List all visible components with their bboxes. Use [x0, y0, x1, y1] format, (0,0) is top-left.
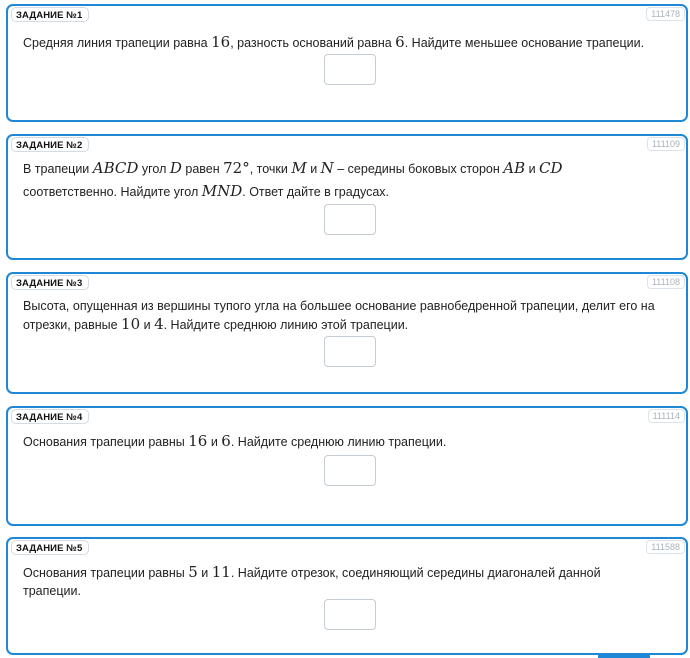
text-segment: . Найдите меньшее основание трапеции. — [404, 36, 645, 50]
math-number: 4 — [154, 315, 164, 333]
answer-input[interactable] — [324, 54, 376, 85]
math-variable: N — [320, 159, 334, 177]
text-segment: , точки — [249, 162, 292, 176]
math-number: 5 — [188, 563, 198, 581]
task-text-line — [23, 563, 674, 582]
task-code: 111114 — [648, 409, 685, 423]
text-segment: трапеции. — [23, 584, 81, 598]
task-card-3 — [6, 272, 688, 394]
math-variable: ABCD — [92, 159, 139, 177]
math-variable: AB — [503, 159, 526, 177]
task-label: ЗАДАНИЕ №1 — [11, 7, 89, 22]
task-text-line — [23, 432, 674, 451]
task-text-line — [23, 315, 674, 334]
task-code: 111108 — [647, 275, 685, 289]
task-text-line — [23, 182, 674, 201]
text-segment: отрезки, равные — [23, 318, 122, 332]
scroll-indicator — [598, 654, 650, 658]
answer-input[interactable] — [324, 204, 376, 235]
task-card-5 — [6, 537, 688, 655]
text-segment: Основания трапеции равны — [23, 566, 189, 580]
math-number: 16 — [211, 33, 231, 51]
text-segment: Основания трапеции равны — [23, 435, 189, 449]
text-segment: и — [525, 162, 540, 176]
task-code: 111478 — [646, 7, 685, 21]
task-text-line — [23, 582, 674, 600]
task-card-4 — [6, 406, 688, 526]
math-number: 6 — [395, 33, 405, 51]
text-segment: Средняя линия трапеции равна — [23, 36, 212, 50]
math-variable: MND — [201, 182, 243, 200]
task-text — [23, 563, 674, 600]
math-number: 11 — [211, 563, 231, 581]
text-segment: – середины боковых сторон — [333, 162, 504, 176]
task-code: 111588 — [646, 540, 685, 554]
task-text-line — [23, 297, 674, 315]
text-segment: В трапеции — [23, 162, 93, 176]
math-number: 6 — [221, 432, 231, 450]
task-label: ЗАДАНИЕ №2 — [11, 137, 89, 152]
text-segment: соответственно. Найдите угол — [23, 185, 202, 199]
math-variable: D — [169, 159, 182, 177]
answer-input[interactable] — [324, 599, 376, 630]
math-number: 16 — [188, 432, 208, 450]
task-text — [23, 297, 674, 334]
task-text-line — [23, 33, 674, 52]
math-number: 72° — [223, 159, 250, 177]
text-segment: . Найдите среднюю линию трапеции. — [230, 435, 447, 449]
text-segment: и — [197, 566, 212, 580]
task-code: 111109 — [647, 137, 685, 151]
math-variable: CD — [539, 159, 563, 177]
answer-input[interactable] — [324, 336, 376, 367]
task-text — [23, 432, 674, 451]
text-segment: Высота, опущенная из вершины тупого угла на большее основание равнобедренной трапеции, делит его на — [23, 299, 655, 313]
text-segment: , разность оснований равна — [230, 36, 396, 50]
text-segment: равен — [181, 162, 224, 176]
text-segment: . Найдите среднюю линию этой трапеции. — [163, 318, 409, 332]
text-segment: . Найдите отрезок, соединяющий середины диагоналей данной — [230, 566, 601, 580]
task-text-line — [23, 159, 674, 178]
math-variable: M — [291, 159, 307, 177]
text-segment: и — [140, 318, 155, 332]
text-segment: и — [306, 162, 321, 176]
task-text — [23, 159, 674, 201]
text-segment: . Ответ дайте в градусах. — [242, 185, 390, 199]
task-text — [23, 33, 674, 52]
answer-input[interactable] — [324, 455, 376, 486]
text-segment: и — [207, 435, 222, 449]
math-number: 10 — [121, 315, 141, 333]
task-label: ЗАДАНИЕ №4 — [11, 409, 89, 424]
task-card-1 — [6, 4, 688, 122]
task-card-2 — [6, 134, 688, 260]
text-segment: угол — [138, 162, 170, 176]
task-label: ЗАДАНИЕ №5 — [11, 540, 89, 555]
task-label: ЗАДАНИЕ №3 — [11, 275, 89, 290]
